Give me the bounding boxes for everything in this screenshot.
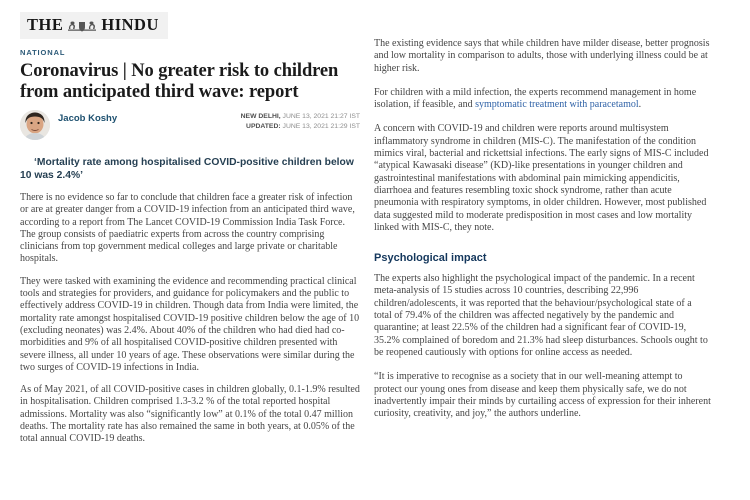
subheading-psychological-impact: Psychological impact [374,252,487,265]
dateline [241,112,360,122]
masthead-word-the: THE [27,15,64,34]
dateline-datetime: JUNE 13, 2021 21:27 IST [280,113,360,120]
article-paragraph: The existing evidence says that while children have milder disease, better prognosis and low mortality in comparison to adults, those with underlying illness could be at higher risk. [374,38,710,74]
right-column [374,38,711,432]
masthead-word-hindu: HINDU [101,15,159,34]
article-paragraph: The experts also highlight the psychological impact of the pandemic. In a recent meta-analysis of 15 studies across 10 countries, describing 22,996 children/adolescents, it was reported that the behaviour/psychological state of a total of 79.4% of the children was affected negatively by the pandemic and quarantine; at least 22.5% of the children had a significant fear of COVID-19, 35.2% complained of boredom and 21.3% had sleep disturbances. Schools ought to be reopened cautiously with options for online access as needed. [374,273,708,358]
byline-row [20,110,360,140]
standfirst-quote: ‘Mortality rate among hospitalised COVID-positive children below 10 was 2.4%’ [20,157,354,181]
article-paragraph: There is no evidence so far to conclude that children face a greater risk of infection or are at greater danger from a COVID-19 infection from an anticipated third wave, according to a report from The Lancet COVID-19 Commission India Task Force. The group consists of paediatric experts from across the country comprising clinicians from top government medical colleges and large private or charitable hospitals. [20,192,355,265]
dateline-block [241,112,360,132]
left-column [20,12,360,446]
article-paragraph: “It is imperative to recognise as a society that in our well-meaning attempt to protect our young ones from disease and keep them physically safe, we do not inadvertently impair their minds by curtailing access of expression for their inherent curiosity, creativity, and joy,” the authors underline. [374,371,711,420]
updated-datetime: JUNE 13, 2021 21:29 IST [280,123,360,130]
section-label-national[interactable]: NATIONAL [20,48,66,57]
author-avatar[interactable] [20,110,50,140]
updated-line [241,122,360,132]
paragraph-text: . [638,99,642,111]
paracetamol-treatment-link[interactable]: symptomatic treatment with paracetamol [475,99,639,111]
updated-label: UPDATED: [246,123,281,130]
article-paragraph: As of May 2021, of all COVID-positive cases in children globally, 0.1-1.9% resulted in hospitalisation. Children comprised 1.3-3.2 % of the total reported hospital admissions. Mortality was also “significantly low” at 0.1% of the total 0.47 million deaths. The mortality rate has also remained the same in both years, at 0.05% of the total annual COVID-19 deaths. [20,384,360,445]
article-paragraph [374,87,711,112]
article-headline: Coronavirus | No greater risk to children from anticipated third wave: report [20,61,339,102]
dateline-location: NEW DELHI, [240,113,281,120]
author-name[interactable]: Jacob Koshy [58,113,118,124]
article-paragraph: A concern with COVID-19 and children were reports around multisystem inflammatory syndrome in children (MIS-C). The manifestation of the condition mimics viral, bacterial and rickettsial infections. The early signs of MIS-C included “atypical Kawasaki disease” (KD)-like presentations in younger children and gastrointestinal manifestations with abdominal pain mimicking appendicitis, diarrhoea and features resembling toxic shock syndrome, rather than acute pneumonia with respiratory symptoms, in older children. However, most published data suggested mild to moderate predisposition in most cases and low mortality linked with MIS-C, they note. [374,123,709,233]
the-hindu-masthead-logo[interactable] [20,12,168,39]
article-paragraph: They were tasked with examining the evidence and recommending practical clinical tools and strategies for providers, and guidance for policymakers and the public to effectively address COVID-19 in children. Though data from India were limited, the mortality rate amongst hospitalised COVID-19 positive children below the age of 10 (excluding neonates) was 2.4%. About 40% of the children who had died had co-morbidities and 9% of all hospitalised COVID-positive children presented with severe illness, all under 10 years of age. These observations were similar during the two surges of COVID-19 infections in India. [20,275,360,373]
the-hindu-crest-icon [67,18,97,33]
paragraph-text: For children with a mild infection, the experts recommend management in home isolation, if feasible, and [374,86,697,111]
